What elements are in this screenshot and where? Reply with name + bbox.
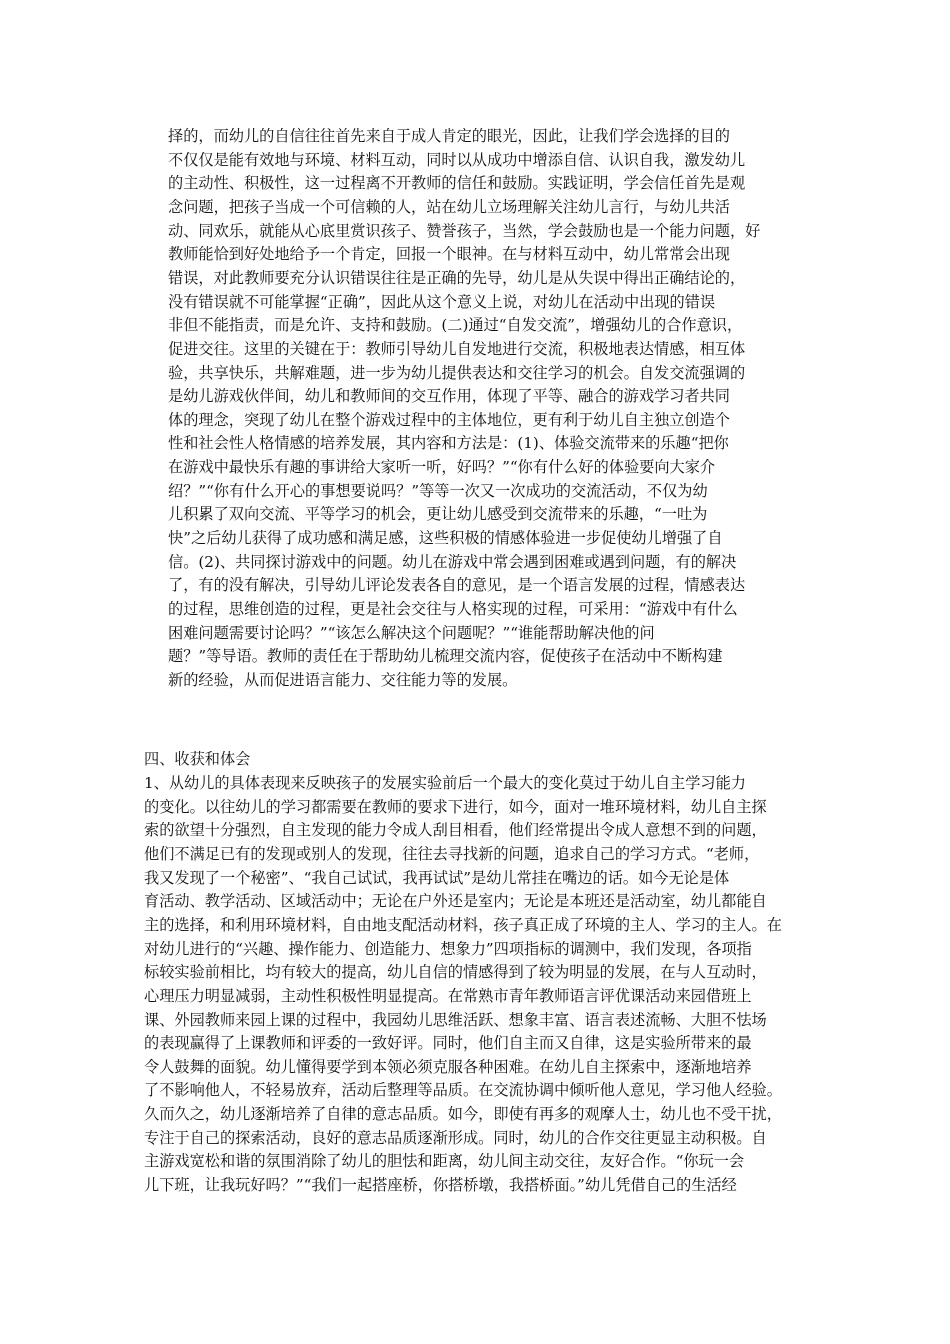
text-line: 在游戏中最快乐有趣的事讲给大家听一听，好吗？”“你有什么好的体验要向大家介	[168, 458, 716, 477]
text-line: 令人鼓舞的面貌。幼儿懂得要学到本领必须克服各种困难。在幼儿自主探索中，逐渐地培养	[144, 1057, 752, 1076]
text-line: 是幼儿游戏伙伴间，幼儿和教师间的交互作用，体现了平等、融合的游戏学习者共同	[168, 387, 730, 406]
text-line: 念问题，把孩子当成一个可信赖的人，站在幼儿立场理解关注幼儿言行，与幼儿共活	[168, 197, 730, 216]
text-line: 对幼儿进行的“兴趣、操作能力、创造能力、想象力”四项指标的调测中，我们发现，各项指	[144, 939, 752, 958]
text-line: 的表现赢得了上课教师和评委的一致好评。同时，他们自主而又自律，这是实验所带来的最	[144, 1034, 752, 1053]
text-line: 信。(2)、共同探讨游戏中的问题。幼儿在游戏中常会遇到困难或遇到问题，有的解决	[168, 552, 737, 571]
text-line: 新的经验，从而促进语言能力、交往能力等的发展。	[168, 670, 518, 689]
text-line: 了不影响他人，不轻易放弃，活动后整理等品质。在交流协调中倾听他人意见，学习他人经验。	[144, 1081, 782, 1100]
text-line: 不仅仅是能有效地与环境、材料互动，同时以从成功中增添自信、认识自我，激发幼儿	[168, 150, 746, 169]
section-heading: 四、收获和体会	[144, 750, 251, 768]
text-line: 主的选择，和利用环境材料，自由地支配活动材料，孩子真正成了环境的主人、学习的主人。在	[144, 915, 782, 934]
text-line: 久而久之，幼儿逐渐培养了自律的意志品质。如今，即使有再多的观摩人士，幼儿也不受干扰，	[144, 1105, 782, 1124]
text-line: 的变化。以往幼儿的学习都需要在教师的要求下进行，如今，面对一堆环境材料，幼儿自主探	[144, 797, 767, 816]
text-line: 困难问题需要讨论吗？”“该怎么解决这个问题呢？”“谁能帮助解决他的问	[168, 623, 655, 642]
text-line: 没有错误就不可能掌握“正确”，因此从这个意义上说，对幼儿在活动中出现的错误	[168, 292, 716, 311]
text-line: 标较实验前相比，均有较大的提高，幼儿自信的情感得到了较为明显的发展，在与人互动时，	[144, 963, 767, 982]
text-line: 性和社会性人格情感的培养发展，其内容和方法是：(1)、体验交流带来的乐趣“把你	[168, 434, 729, 453]
text-line: 儿积累了双向交流、平等学习的机会，更让幼儿感受到交流带来的乐趣，“一吐为	[168, 505, 708, 524]
text-line: 题？”等导语。教师的责任在于帮助幼儿梳理交流内容，促使孩子在活动中不断构建	[168, 647, 723, 666]
text-line: 课、外园教师来园上课的过程中，我园幼儿思维活跃、想象丰富、语言表述流畅、大胆不怯场	[144, 1010, 767, 1029]
text-line: 专注于自己的探索活动，良好的意志品质逐渐形成。同时，幼儿的合作交往更显主动积极。自	[144, 1128, 767, 1147]
text-line: 他们不满足已有的发现或别人的发现，往往去寻找新的问题，追求自己的学习方式。“老师，	[144, 844, 760, 863]
text-line: 择的，而幼儿的自信往往首先来自于成人肯定的眼光，因此，让我们学会选择的目的	[168, 127, 730, 145]
text-line: 了，有的没有解决，引导幼儿评论发表各自的意见，是一个语言发展的过程，情感表达	[168, 576, 746, 595]
text-line: 非但不能指责，而是允许、支持和鼓励。(二)通过“自发交流”，增强幼儿的合作意识，	[168, 316, 743, 335]
text-line: 的主动性、积极性，这一过程离不开教师的信任和鼓励。实践证明，学会信任首先是观	[168, 174, 746, 193]
text-line: 我又发现了一个秘密”、“我自己试试，我再试试”是幼儿常挂在嘴边的话。如今无论是体	[144, 868, 730, 887]
text-line: 儿下班，让我玩好吗？”“我们一起搭座桥，你搭桥墩，我搭桥面。”幼儿凭借自己的生活经	[144, 1176, 737, 1195]
text-line: 绍？”“你有什么开心的事想要说吗？”等等一次又一次成功的交流活动，不仅为幼	[168, 481, 708, 500]
text-line: 心理压力明显减弱，主动性积极性明显提高。在常熟市青年教师语言评优课活动来园借班上	[144, 986, 752, 1005]
text-line: 的过程，思维创造的过程，更是社会交往与人格实现的过程，可采用：“游戏中有什么	[168, 600, 738, 618]
text-line: 索的欲望十分强烈，自主发现的能力令成人刮目相看，他们经常提出令成人意想不到的问题，	[144, 821, 767, 840]
text-line: 错误，对此教师要充分认识错误往往是正确的先导，幼儿是从失误中得出正确结论的，	[168, 268, 746, 287]
text-line: 体的理念，突现了幼儿在整个游戏过程中的主体地位，更有利于幼儿自主独立创造个	[168, 410, 730, 429]
text-line: 主游戏宽松和谐的氛围消除了幼儿的胆怯和距离，幼儿间主动交往，友好合作。“你玩一会	[144, 1152, 745, 1171]
text-line: 教师能恰到好处地给予一个肯定，回报一个眼神。在与材料互动中，幼儿常常会出现	[168, 245, 730, 264]
text-line: 1、从幼儿的具体表现来反映孩子的发展实验前后一个最大的变化莫过于幼儿自主学习能力	[144, 774, 746, 792]
text-line: 快”之后幼儿获得了成功感和满足感，这些积极的情感体验进一步促使幼儿增强了自	[168, 529, 723, 548]
text-line: 育活动、教学活动、区域活动中；无论在户外还是室内；无论是本班还是活动室，幼儿都能自	[144, 892, 767, 911]
text-line: 验，共享快乐，共解难题，进一步为幼儿提供表达和交往学习的机会。自发交流强调的	[168, 363, 746, 382]
text-line: 动、同欢乐，就能从心底里赏识孩子、赞誉孩子，当然，学会鼓励也是一个能力问题，好	[168, 221, 761, 240]
text-line: 促进交往。这里的关键在于：教师引导幼儿自发地进行交流，积极地表达情感，相互体	[168, 339, 746, 358]
